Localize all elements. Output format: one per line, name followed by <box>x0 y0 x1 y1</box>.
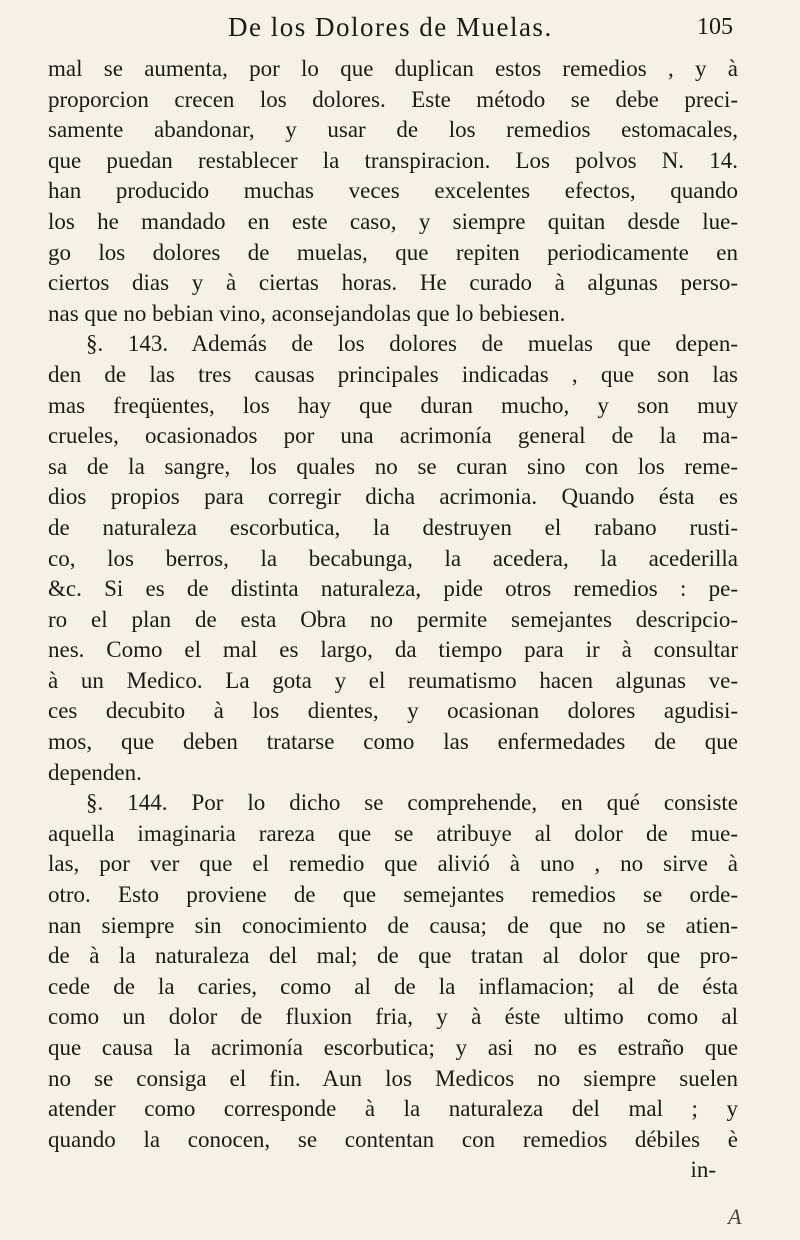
text-line: otro. Esto proviene de que semejantes remedios se orde- <box>48 882 738 908</box>
text-line: dios propios para corregir dicha acrimonia. Quando ésta es <box>48 484 738 510</box>
text-line: no se consiga el fin. Aun los Medicos no siempre suelen <box>48 1065 738 1091</box>
text-line: de à la naturaleza del mal; de que tratan al dolor que pro- <box>48 943 738 969</box>
text-line: mal se aumenta, por lo que duplican estos remedios , y à <box>48 56 738 81</box>
text-line: cede de la caries, como al de la inflamacion; al de ésta <box>48 973 738 999</box>
catchword: in- <box>690 1157 716 1183</box>
text-line: nas que no bebian vino, aconsejandolas que lo bebiesen. <box>48 300 566 326</box>
text-line: ces decubito à los dientes, y ocasionan dolores agudisi- <box>48 698 738 724</box>
text-line: los he mandado en este caso, y siempre quitan desde lue- <box>48 208 738 234</box>
text-line: de naturaleza escorbutica, la destruyen el rabano rusti- <box>48 514 738 540</box>
text-line: dependen. <box>48 759 142 785</box>
text-line: ro el plan de esta Obra no permite semejantes descripcio- <box>48 606 738 632</box>
text-line: sa de la sangre, los quales no se curan sino con los reme- <box>48 453 738 479</box>
text-line: mos, que deben tratarse como las enfermedades de que <box>48 729 738 755</box>
text-line: que causa la acrimonía escorbutica; y asi no es estraño que <box>48 1035 738 1060</box>
text-line: &c. Si es de distinta naturaleza, pide otros remedios : pe- <box>48 576 738 602</box>
text-line: go los dolores de muelas, que repiten periodicamente en <box>48 239 738 265</box>
text-line: aquella imaginaria rareza que se atribuye al dolor de mue- <box>48 820 738 846</box>
text-line: que puedan restablecer la transpiracion. Los polvos N. 14. <box>48 147 738 173</box>
signature-mark: A <box>728 1204 742 1229</box>
text-line: nan siempre sin conocimiento de causa; de que no se atien- <box>48 912 738 938</box>
paragraph-start-143: §. 143. Además de los dolores de muelas que depen- <box>86 331 738 357</box>
text-line: quando la conocen, se contentan con remedios débiles è <box>48 1126 738 1152</box>
body-text <box>48 54 738 1186</box>
running-title: De los Dolores de Muelas. <box>228 12 553 42</box>
text-line: crueles, ocasionados por una acrimonía general de la ma- <box>48 423 738 449</box>
text-line: mas freqüentes, los hay que duran mucho, y son muy <box>48 392 738 418</box>
text-line: nes. Como el mal es largo, da tiempo para ir à consultar <box>48 637 738 663</box>
text-line: atender como corresponde à la naturaleza del mal ; y <box>48 1096 738 1122</box>
text-line: las, por ver que el remedio que alivió à uno , no sirve à <box>48 851 738 877</box>
text-line: ciertos dias y à ciertas horas. He curado à algunas perso- <box>48 270 738 296</box>
paragraph-start-144: §. 144. Por lo dicho se comprehende, en qué consiste <box>86 790 738 816</box>
text-line: à un Medico. La gota y el reumatismo hacen algunas ve- <box>48 667 738 693</box>
text-line: co, los berros, la becabunga, la acedera, la acederilla <box>48 545 738 571</box>
text-line: samente abandonar, y usar de los remedios estomacales, <box>48 117 738 143</box>
text-line: han producido muchas veces excelentes efectos, quando <box>48 178 738 204</box>
text-line: proporcion crecen los dolores. Este método se debe preci- <box>48 86 738 112</box>
text-line: den de las tres causas principales indicadas , que son las <box>48 361 738 387</box>
page-number: 105 <box>697 14 733 40</box>
text-line: como un dolor de fluxion fria, y à éste ultimo como al <box>48 1004 738 1030</box>
running-header <box>228 12 733 52</box>
